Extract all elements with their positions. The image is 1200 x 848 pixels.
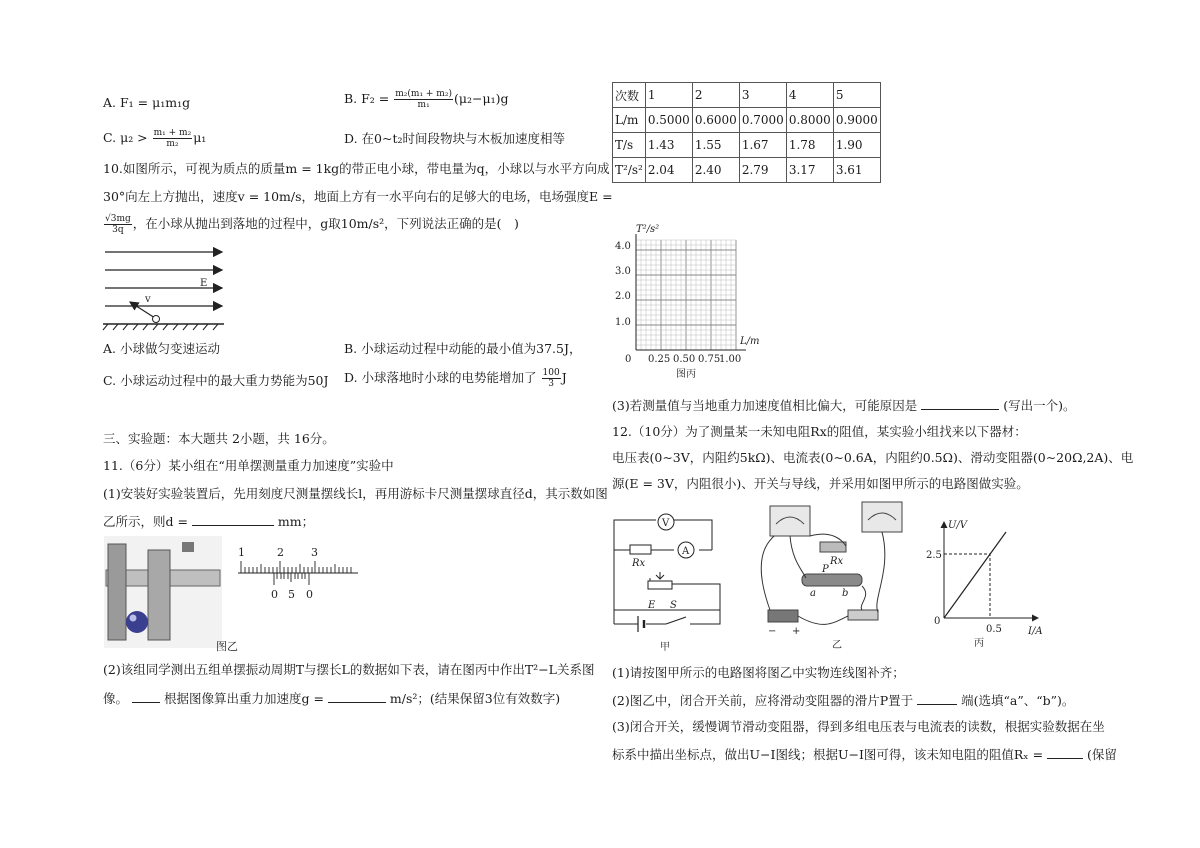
- resistor-rx: [630, 545, 651, 554]
- q11-part3: [612, 397, 1075, 414]
- table-cell: 2.04: [645, 158, 692, 183]
- ball: [153, 316, 160, 323]
- circuit-label-e: E: [648, 600, 656, 611]
- rheostat-slider: [656, 572, 664, 579]
- answer-blank-reason[interactable]: [921, 397, 999, 410]
- ui-caption: 丙: [974, 638, 984, 649]
- q9-option-c-denominator: m₂: [166, 139, 179, 149]
- figure-yi-caption: 图乙: [216, 640, 238, 653]
- q11-part2-line2-b: 根据图像算出重力加速度g =: [163, 691, 324, 706]
- grid-x-tick-100: 1.00: [719, 354, 742, 365]
- q11-part3-suffix: (写出一个)。: [1003, 398, 1076, 413]
- pendulum-data-table: [612, 82, 881, 183]
- t2-l-grid-figure[interactable]: [606, 222, 776, 382]
- main-scale-label-3: 3: [311, 546, 318, 559]
- circuit-diagram-jia: [608, 512, 728, 652]
- physical-label-a: a: [810, 588, 816, 599]
- q10-option-a: A. 小球做匀变速运动: [103, 341, 220, 356]
- q9-option-b: [344, 89, 508, 110]
- grid-x-label: L/m: [740, 336, 760, 347]
- vernier-caliper-figure: [104, 536, 364, 653]
- physical-caption: 乙: [832, 640, 842, 651]
- q11-part1-line1: (1)安装好实验装置后，先用刻度尺测量摆线长l，再用游标卡尺测量摆球直径d，其示数如图: [103, 486, 608, 501]
- q10-e-denominator: 3q: [112, 225, 124, 235]
- answer-blank-g[interactable]: [328, 690, 386, 703]
- grid-y-tick-3: 3.0: [615, 266, 631, 277]
- circuit-label-s: S: [670, 600, 677, 611]
- table-cell: 1.67: [739, 133, 786, 158]
- physical-label-minus: −: [768, 626, 777, 637]
- table-cell: 1: [645, 83, 692, 108]
- answer-blank-graph[interactable]: [132, 690, 160, 703]
- q12-part2-suffix: 端(选填“a”、“b”)。: [961, 693, 1075, 708]
- ui-x-value: 0.5: [986, 624, 1002, 635]
- velocity-arrow: [130, 302, 155, 318]
- table-cell: 0.9000: [833, 108, 880, 133]
- q9-option-d: D. 在0~t₂时间段物块与木板加速度相等: [344, 131, 565, 146]
- grid-y-label: T²/s²: [636, 224, 660, 235]
- q12-line3: 源(E = 3V，内阻很小)、开关与导线，并采用如图甲所示的电路图做实验。: [612, 476, 1029, 491]
- q9-option-b-prefix: B. F₂ =: [344, 91, 390, 106]
- meter-ammeter-body: [862, 502, 902, 532]
- ui-x-label: I/A: [1028, 626, 1043, 637]
- main-scale-ticks: [241, 561, 351, 573]
- q9-option-b-suffix: (μ₂−μ₁)g: [453, 91, 509, 106]
- table-cell: 5: [833, 83, 880, 108]
- q10-line3: [103, 214, 519, 235]
- q9-option-c-fraction: [153, 128, 193, 149]
- pendulum-ball-highlight: [130, 615, 137, 622]
- meter-voltmeter-body: [770, 506, 810, 536]
- q11-part2-line2: [103, 690, 560, 707]
- grid-y-tick-1: 1.0: [615, 317, 631, 328]
- q9-option-a: A. F₁ = μ₁m₁g: [103, 95, 191, 110]
- table-row: [613, 133, 881, 158]
- section-3-heading: 三、实验题：本大题共 2小题，共 16分。: [103, 431, 335, 446]
- q10-e-fraction: [104, 214, 132, 235]
- q12-part2: [612, 692, 1074, 709]
- table-cell: 4: [786, 83, 833, 108]
- q12-part1: (1)请按图甲所示的电路图将图乙中实物连线图补齐；: [612, 665, 905, 680]
- circuit-caption: 甲: [660, 642, 670, 653]
- grid-caption: 图丙: [676, 369, 696, 380]
- q10-option-d-suffix: J: [561, 370, 567, 385]
- q10-option-d-denominator: 3: [548, 379, 554, 389]
- q11-part3-prefix: (3)若测量值与当地重力加速度值相比偏大，可能原因是: [612, 398, 918, 413]
- q9-option-c-suffix: μ₁: [193, 130, 207, 145]
- q10-option-c: C. 小球运动过程中的最大重力势能为50J: [103, 373, 329, 388]
- q10-option-d-fraction: [542, 368, 561, 389]
- q9-option-b-denominator: m₁: [417, 100, 430, 110]
- q10-e-numerator: √3mg: [105, 214, 131, 224]
- grid-x-tick-075: 0.75: [698, 354, 721, 365]
- q12-line2: 电压表(0∼3V，内阻约5kΩ)、电流表(0∼0.6A，内阻约0.5Ω)、滑动变阻器(0∼20Ω,2A)、电: [612, 450, 1134, 465]
- q11-part1-line2: [103, 513, 314, 530]
- velocity-label: v: [145, 294, 151, 305]
- table-cell: 次数: [613, 83, 646, 108]
- q10-option-b: B. 小球运动过程中动能的最小值为37.5J，: [344, 341, 582, 356]
- table-cell: 1.78: [786, 133, 833, 158]
- electric-field-figure: [100, 242, 230, 332]
- table-cell: 2.40: [692, 158, 739, 183]
- table-cell: 3.61: [833, 158, 880, 183]
- vernier-label-5: 5: [288, 588, 295, 601]
- answer-blank-rx[interactable]: [1047, 746, 1083, 759]
- ui-line: [944, 532, 1006, 618]
- physical-label-rx: Rx: [830, 556, 844, 567]
- table-cell: 1.55: [692, 133, 739, 158]
- battery-physical: [768, 610, 798, 622]
- ui-origin: 0: [934, 616, 941, 627]
- caliper-sliding-jaw: [148, 550, 170, 640]
- q12-part3-line1: (3)闭合开关，缓慢调节滑动变阻器，得到多组电压表与电流表的读数，根据实验数据在坐: [612, 719, 1105, 734]
- circuit-wires: [614, 520, 720, 624]
- answer-blank-slider[interactable]: [917, 692, 957, 705]
- table-cell: T/s: [613, 133, 646, 158]
- table-cell: 0.5000: [645, 108, 692, 133]
- q9-option-b-numerator: m₂(m₁ + m₂): [395, 89, 452, 99]
- table-cell: 1.90: [833, 133, 880, 158]
- q10-option-d-prefix: D. 小球落地时小球的电势能增加了: [344, 370, 537, 385]
- ui-y-label: U/V: [948, 520, 968, 531]
- q10-line3-text: ，在小球从抛出到落地的过程中，g取10m/s²，下列说法正确的是( ): [132, 216, 519, 231]
- table-cell: 2: [692, 83, 739, 108]
- caliper-thumb-screw: [182, 542, 194, 552]
- q11-part2-line2-c: m/s²；(结果保留3位有效数字): [389, 691, 561, 706]
- q12-part2-prefix: (2)图乙中，闭合开关前，应将滑动变阻器的滑片P置于: [612, 693, 914, 708]
- switch-blade: [666, 617, 686, 624]
- grid-x-tick-025: 0.25: [648, 354, 671, 365]
- vernier-label-0a: 0: [271, 588, 278, 601]
- u-i-graph: [926, 514, 1056, 648]
- q11-title: 11.（6分）某小组在“用单摆测量重力加速度”实验中: [103, 458, 394, 473]
- q12-title: 12.（10分）为了测量某一未知电阻Rx的阻值，某实验小组找来以下器材：: [612, 424, 1027, 439]
- table-cell: 1.43: [645, 133, 692, 158]
- q9-option-b-fraction: [394, 89, 453, 110]
- circuit-label-v: V: [662, 518, 670, 529]
- field-label-e: E: [200, 278, 208, 289]
- q10-line1: 10.如图所示，可视为质点的质量m = 1kg的带正电小球，带电量为q，小球以与水平方向成: [103, 161, 610, 176]
- q11-part1-line2-suffix: mm；: [277, 514, 315, 529]
- table-cell: 3: [739, 83, 786, 108]
- table-row: [613, 108, 881, 133]
- table-cell: L/m: [613, 108, 646, 133]
- q10-line2: 30°向左上方抛出，速度v = 10m/s，地面上方有一水平向右的足够大的电场，电场强度E =: [103, 189, 613, 204]
- grid-lines: [636, 240, 736, 350]
- q9-option-c: [103, 128, 206, 149]
- grid-x-tick-0: 0: [625, 354, 632, 365]
- table-cell: 2.79: [739, 158, 786, 183]
- grid-x-tick-050: 0.50: [673, 354, 696, 365]
- table-cell: 3.17: [786, 158, 833, 183]
- physical-label-p: P: [822, 564, 829, 575]
- rheostat: [648, 581, 672, 589]
- main-scale-label-2: 2: [277, 546, 284, 559]
- q12-part3-line2-suffix: (保留: [1087, 747, 1117, 762]
- switch-physical: [848, 610, 878, 620]
- table-cell: 0.8000: [786, 108, 833, 133]
- q11-part2-line1: (2)该组同学测出五组单摆振动周期T与摆长L的数据如下表，请在图丙中作出T²−L关系图: [103, 662, 595, 677]
- grid-y-tick-2: 2.0: [615, 291, 631, 302]
- q12-part3-line2-prefix: 标系中描出坐标点，做出U−I图线；根据U−I图可得，该未知电阻的阻值Rₓ =: [612, 747, 1044, 762]
- pendulum-ball: [126, 611, 148, 633]
- vernier-scale-ticks: [274, 573, 309, 585]
- physical-setup-yi[interactable]: [762, 500, 912, 650]
- q12-part3-line2: [612, 746, 1117, 763]
- physical-label-plus: +: [792, 626, 801, 637]
- table-cell: T²/s²: [613, 158, 646, 183]
- table-row: [613, 158, 881, 183]
- main-scale-label-1: 1: [238, 546, 245, 559]
- answer-blank-d[interactable]: [192, 513, 274, 526]
- table-row: [613, 83, 881, 108]
- q10-option-d-numerator: 100: [542, 368, 560, 378]
- q9-option-c-numerator: m₁ + m₂: [153, 128, 192, 138]
- table-cell: 0.6000: [692, 108, 739, 133]
- physical-label-b: b: [842, 588, 849, 599]
- q11-part2-line2-a: 像。: [103, 691, 129, 706]
- caliper-fixed-jaw: [108, 544, 126, 640]
- circuit-label-a: A: [682, 546, 690, 557]
- q10-option-d: [344, 368, 567, 389]
- rheostat-physical: [802, 574, 862, 586]
- ui-y-value: 2.5: [926, 550, 942, 561]
- table-cell: 0.7000: [739, 108, 786, 133]
- q11-part1-line2-prefix: 乙所示，则d =: [103, 514, 188, 529]
- q9-option-c-prefix: C. μ₂ >: [103, 130, 148, 145]
- ground-hatch: [103, 324, 218, 330]
- resistor-rx-physical: [820, 542, 846, 552]
- circuit-label-rx: Rx: [632, 558, 646, 569]
- vernier-label-0b: 0: [306, 588, 313, 601]
- grid-y-tick-4: 4.0: [615, 241, 631, 252]
